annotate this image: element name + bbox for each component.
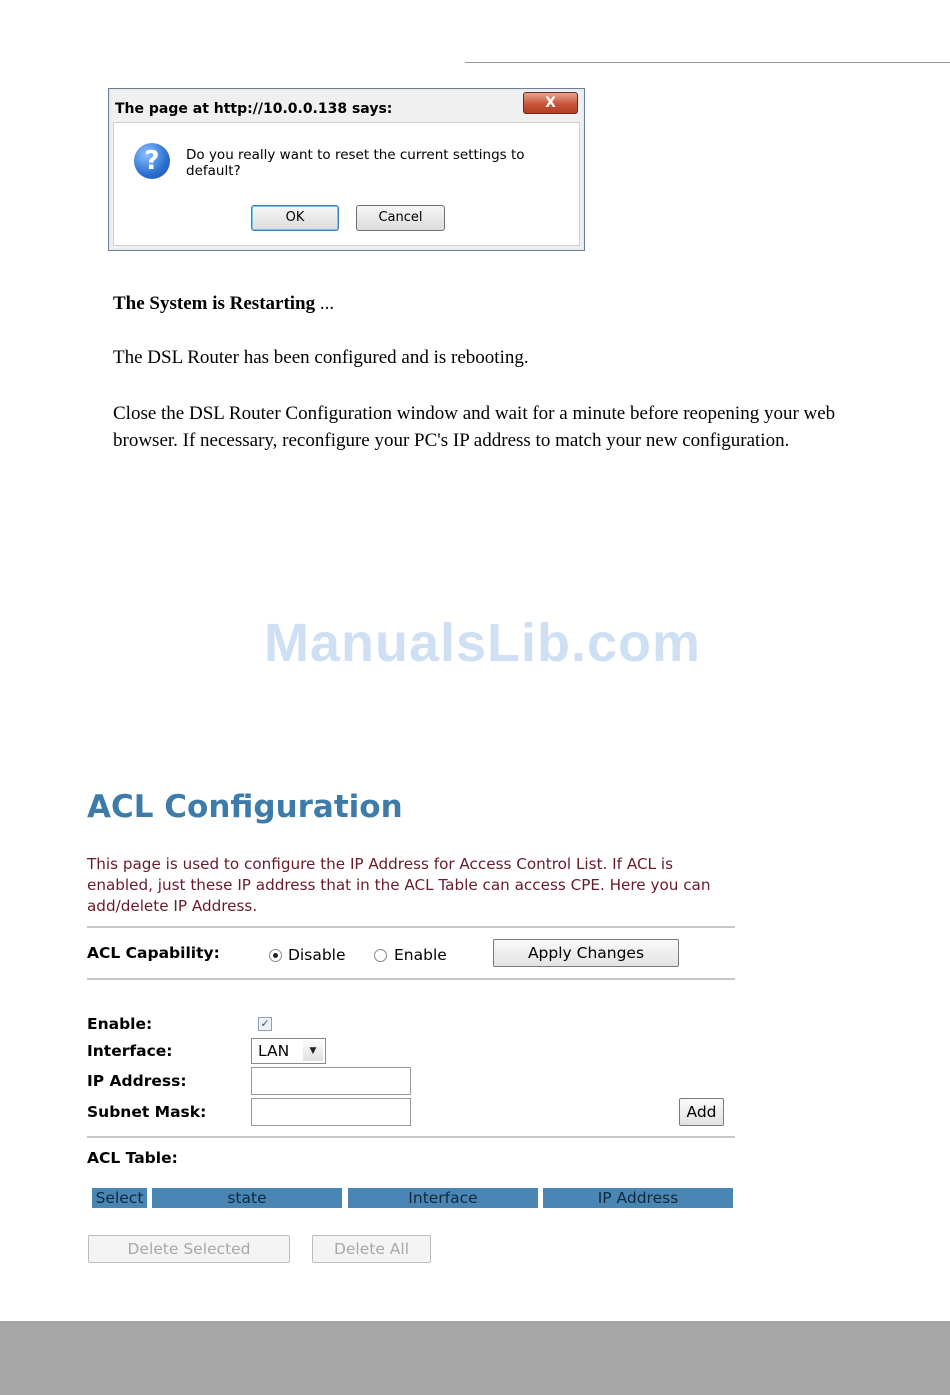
ok-button[interactable]: OK — [251, 205, 339, 231]
add-button[interactable]: Add — [679, 1098, 724, 1126]
restart-message: The DSL Router has been configured and is rebooting. — [113, 347, 529, 368]
divider — [87, 1136, 735, 1138]
disable-radio-label: Disable — [288, 946, 346, 964]
watermark — [0, 612, 950, 674]
restart-instructions: Close the DSL Router Configuration window and wait for a minute before reopening your web browser. If necessary, reconfigure your PC's IP address to match your new configuration. — [113, 403, 836, 451]
page-description: This page is used to configure the IP Address for Access Control List. If ACL is enabled, just these IP address that in the ACL Table can access CPE. Here you can add/delete IP Address. — [87, 855, 711, 915]
close-icon[interactable]: X — [523, 92, 578, 114]
watermark-main: ManualsLib — [263, 613, 571, 673]
table-header-interface: Interface — [348, 1188, 538, 1208]
table-header-ip-address: IP Address — [543, 1188, 733, 1208]
restart-title-text: The System is Restarting — [113, 293, 316, 314]
interface-select[interactable] — [251, 1038, 326, 1064]
dialog-title: The page at http://10.0.0.138 says: — [115, 101, 393, 117]
dialog-message: Do you really want to reset the current settings to default? — [186, 147, 525, 179]
dialog-body — [113, 122, 580, 246]
acl-capability-label: ACL Capability: — [87, 944, 220, 962]
cancel-button[interactable]: Cancel — [356, 205, 445, 231]
divider — [87, 978, 735, 980]
enable-label: Enable: — [87, 1015, 153, 1033]
enable-radio[interactable] — [374, 949, 387, 962]
table-header-select: Select — [92, 1188, 147, 1208]
watermark-suffix: .com — [570, 613, 702, 673]
top-divider — [465, 62, 950, 63]
restart-ellipsis: ... — [315, 293, 335, 314]
subnet-mask-input[interactable] — [251, 1098, 411, 1126]
interface-label: Interface: — [87, 1042, 173, 1060]
question-icon: ? — [134, 143, 170, 179]
confirm-dialog — [108, 88, 585, 251]
apply-changes-button[interactable]: Apply Changes — [493, 939, 679, 967]
ip-address-label: IP Address: — [87, 1072, 187, 1090]
disable-radio[interactable] — [269, 949, 282, 962]
delete-all-button[interactable]: Delete All — [312, 1235, 431, 1263]
delete-selected-button[interactable]: Delete Selected — [88, 1235, 290, 1263]
table-header-state: state — [152, 1188, 342, 1208]
ip-address-input[interactable] — [251, 1067, 411, 1095]
acl-table-label: ACL Table: — [87, 1149, 178, 1167]
page-title: ACL Configuration — [87, 789, 403, 825]
subnet-mask-label: Subnet Mask: — [87, 1103, 207, 1121]
restart-heading — [113, 293, 334, 315]
divider — [87, 926, 735, 928]
enable-radio-label: Enable — [394, 946, 447, 964]
interface-value: LAN — [258, 1042, 290, 1060]
chevron-down-icon: ▼ — [303, 1041, 323, 1061]
enable-checkbox[interactable]: ✓ — [258, 1017, 272, 1031]
footer-band — [0, 1321, 950, 1395]
